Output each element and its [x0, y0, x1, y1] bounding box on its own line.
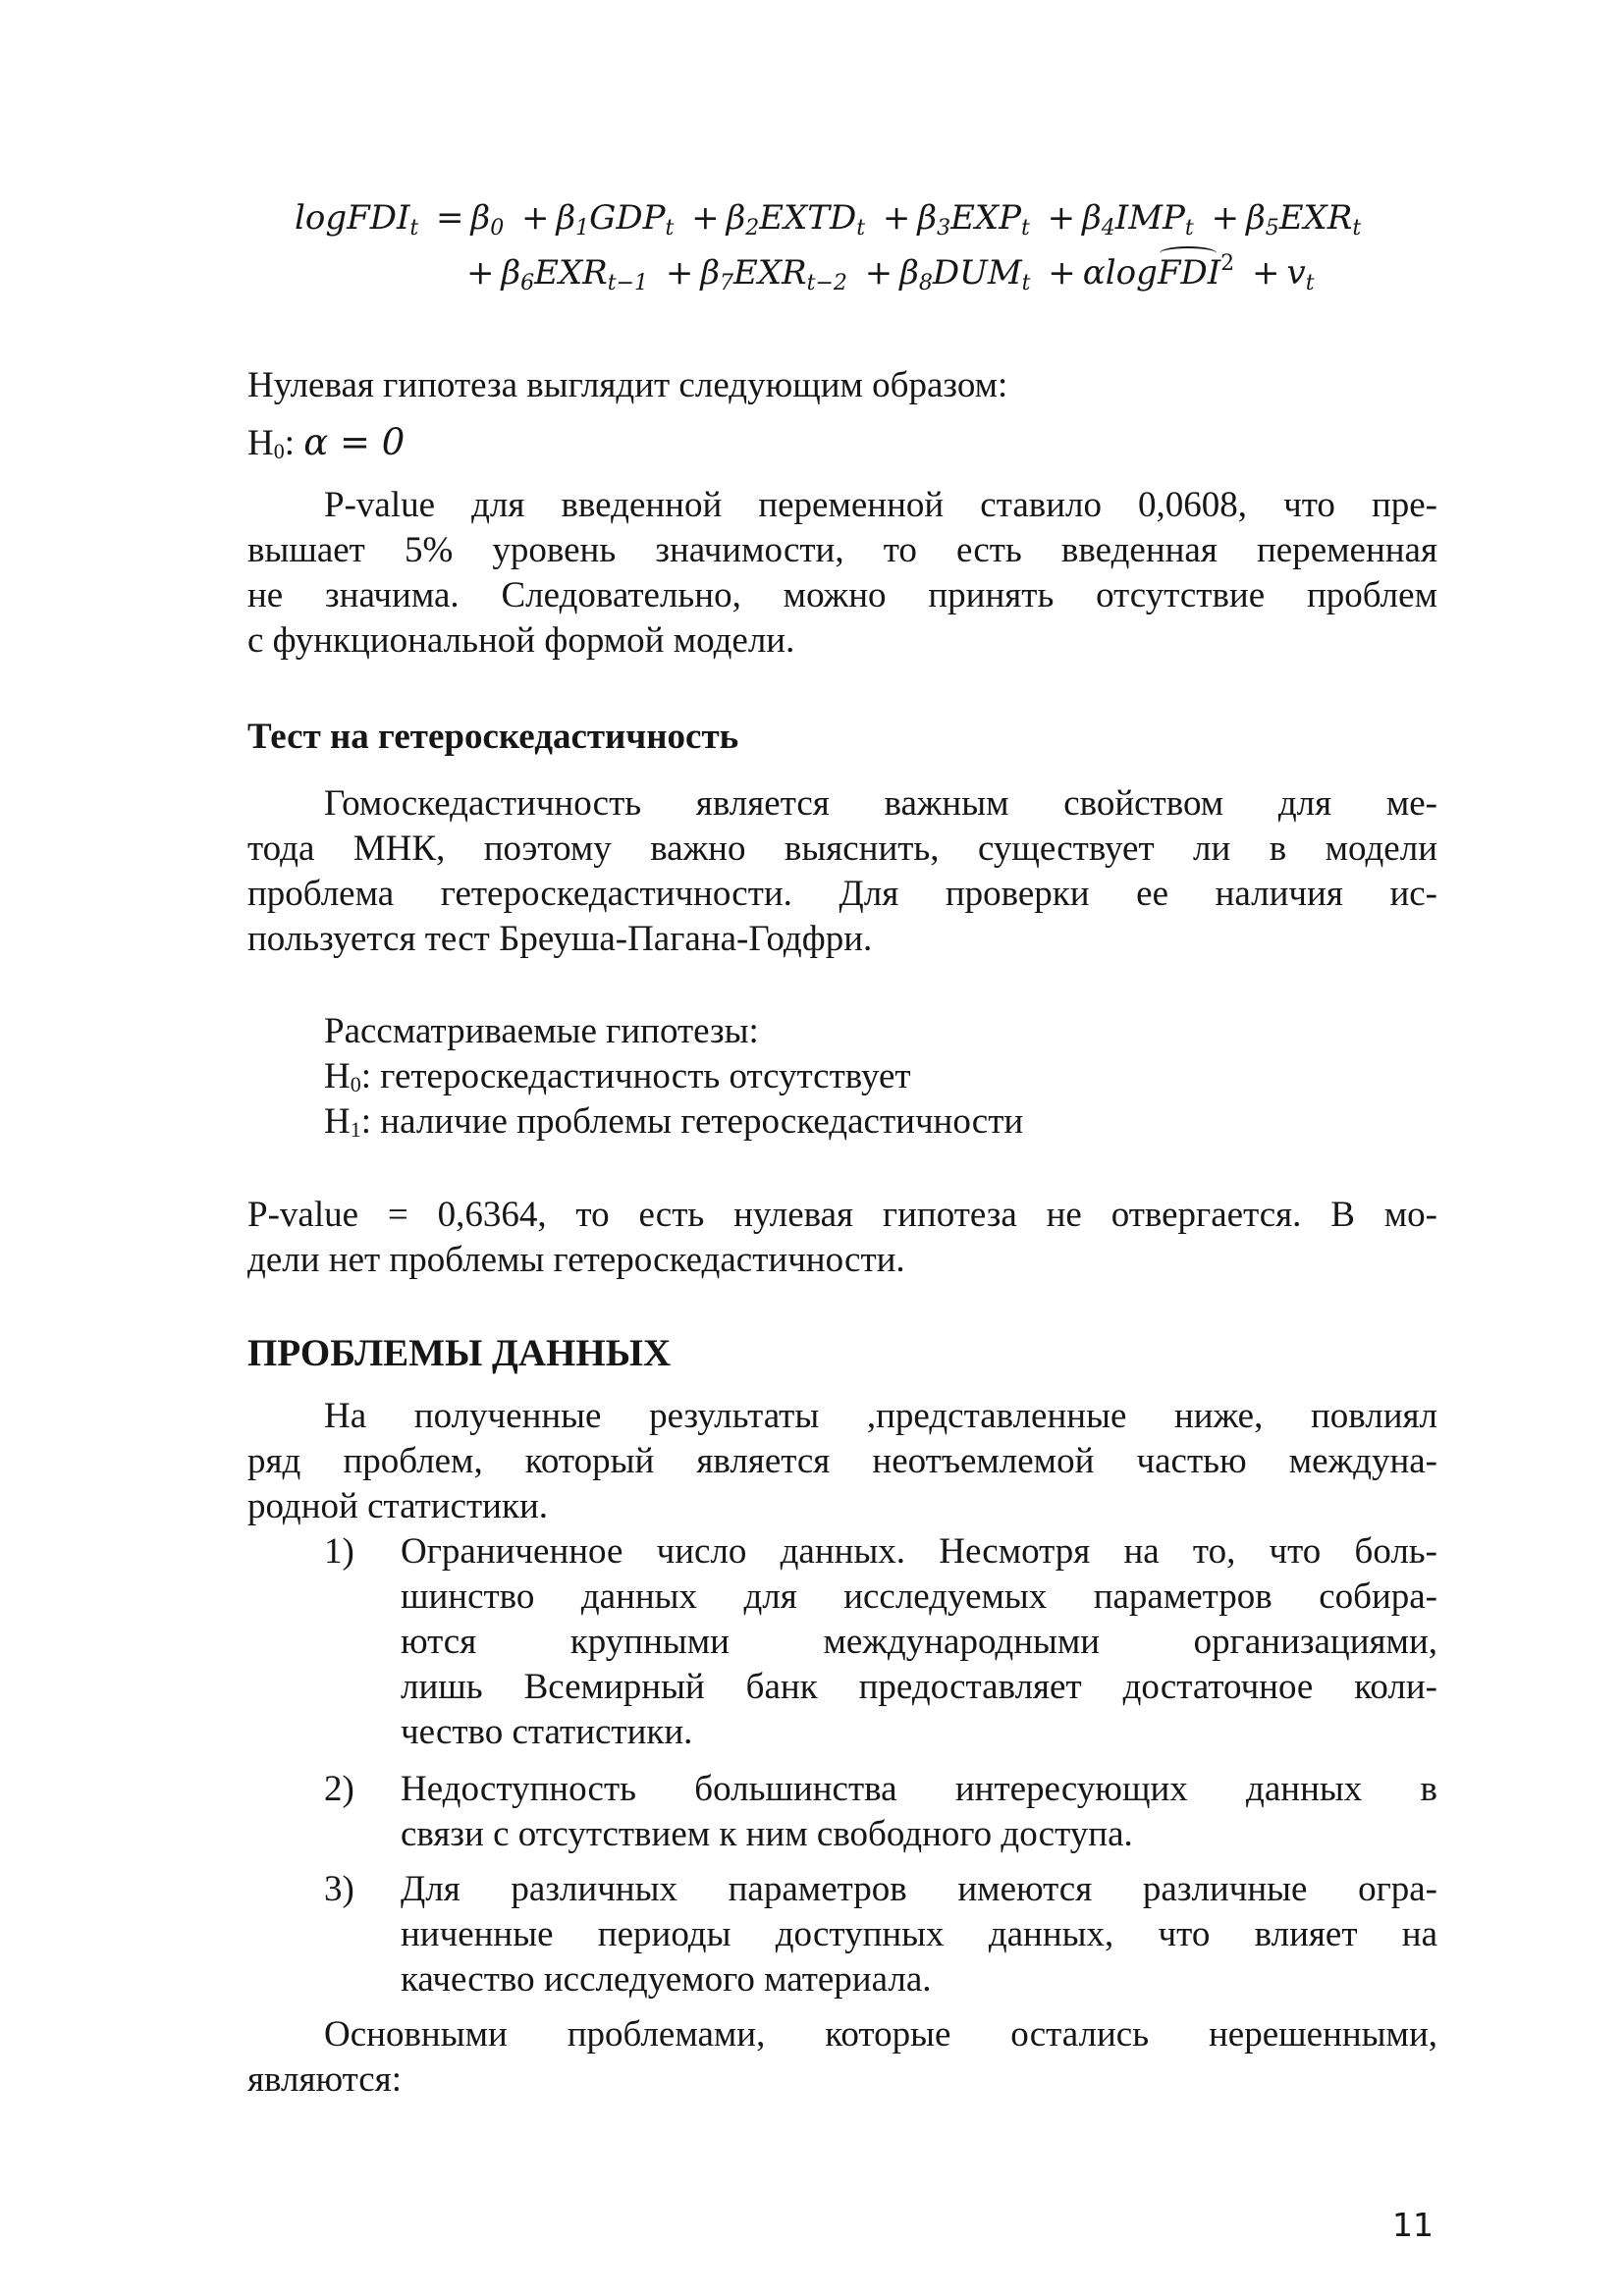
closing-paragraph	[247, 2012, 1437, 2103]
list-item-line: Ограниченное число данных. Несмотря на то, что боль-	[401, 1531, 1437, 1572]
reset-paragraph-line: вышает 5% уровень значимости, то есть введенная переменная	[247, 530, 1437, 570]
formula-var-dum: DUM	[932, 253, 1022, 293]
regression-formula-line-2: + $\beta_6EXR_{t-1} + \beta_7EXR_{t-2} + \beta_8DUM_t$ + αlogFDI$^2$ + $v_t$	[466, 251, 1315, 295]
reset-paragraph-line: с функциональной формой модели.	[247, 620, 795, 661]
data-paragraph-line: На полученные результаты ,представленные ниже, повлиял	[324, 1396, 1437, 1436]
hypothesis-h0: H0: гетероскедастичность отсутствует	[324, 1056, 911, 1096]
null-hypothesis-intro: Нулевая гипотеза выглядит следующим образом:	[247, 365, 1008, 405]
formula-var-exp: EXP	[950, 198, 1021, 238]
hetero-paragraph-line: пользуется тест Бреуша-Пагана-Годфри.	[247, 919, 873, 959]
list-item-line: Для различных параметров имеются различные огра-	[401, 1869, 1437, 1909]
hetero-paragraph-line: проблема гетероскедастичности. Для проверки ее наличия ис-	[247, 874, 1437, 914]
page-number: 11	[1392, 2206, 1434, 2244]
list-item-line: ниченные периоды доступных данных, что влияет на	[401, 1914, 1437, 1954]
formula-error-term: v	[1286, 253, 1306, 293]
list-item-line: связи с отсутствием к ним свободного доступа.	[401, 1814, 1133, 1854]
list-item	[401, 1867, 1437, 2002]
formula-var-exr-lag2: EXR	[733, 253, 807, 293]
formula-var-extd: EXTD	[759, 198, 857, 238]
h0-reset-line: H0: α = 0	[247, 421, 406, 463]
h0-reset-expression: α = 0	[303, 421, 406, 463]
list-item-line: Недоступность большинства интересующих данных в	[401, 1769, 1437, 1809]
data-problems-paragraph	[247, 1394, 1437, 1529]
list-item-line: лишь Всемирный банк предоставляет достаточное коли-	[401, 1667, 1437, 1707]
hetero-heading: Тест на гетероскедастичность	[247, 717, 739, 757]
hypotheses-intro: Рассматриваемые гипотезы:	[324, 1011, 759, 1051]
hetero-paragraph	[247, 781, 1437, 962]
data-problems-heading: ПРОБЛЕМЫ ДАННЫХ	[247, 1332, 672, 1374]
formula-lhs: logFDI$_t$	[295, 198, 419, 240]
formula-var-imp: IMP	[1114, 198, 1185, 238]
formula-equals: =	[436, 198, 464, 238]
list-item-line: чество статистики.	[401, 1712, 693, 1752]
hetero-paragraph-line: Гомоскедастичность является важным свойством для ме-	[324, 783, 1437, 824]
formula-var-exr-lag1: EXR	[534, 253, 608, 293]
closing-paragraph-line: Основными проблемами, которые остались нерешенными,	[324, 2014, 1437, 2055]
regression-formula-line-1: logFDI$_t$ = $\beta_0 + \beta_1GDP_t$ + $\beta_2EXTD_t + \beta_3EXP_t + \beta_4IMP_t + \beta_5EXR_t$	[295, 198, 1362, 240]
reset-paragraph	[247, 483, 1437, 664]
reset-paragraph-line: не значима. Следовательно, можно принять отсутствие проблем	[247, 575, 1437, 615]
data-paragraph-line: родной статистики.	[247, 1486, 549, 1526]
list-item-line: качество исследуемого материала.	[401, 1959, 932, 2000]
data-paragraph-line: ряд проблем, который является неотъемлемой частью междуна-	[247, 1441, 1437, 1481]
list-item-number: 2)	[324, 1769, 354, 1809]
pvalue-paragraph-line: дели нет проблемы гетероскедастичности.	[247, 1240, 905, 1280]
list-item	[401, 1529, 1437, 1755]
closing-paragraph-line: являются:	[247, 2059, 402, 2100]
list-item-number: 1)	[324, 1531, 354, 1572]
formula-var-gdp: GDP	[589, 198, 666, 238]
formula-fitted-fdi: FDI	[1157, 253, 1221, 293]
hypothesis-h1: H1: наличие проблемы гетероскедастичности	[324, 1101, 1024, 1142]
pvalue-paragraph-line: P-value = 0,6364, то есть нулевая гипотеза не отвергается. В мо-	[247, 1195, 1437, 1235]
list-item-line: шинство данных для исследуемых параметров собира-	[401, 1576, 1437, 1617]
list-item	[401, 1767, 1437, 1857]
formula-var-exr: EXR	[1278, 198, 1353, 238]
list-item-number: 3)	[324, 1869, 354, 1909]
formula-alpha-term: αlog	[1082, 253, 1158, 293]
pvalue-paragraph	[247, 1193, 1437, 1283]
formula-beta-0: β	[470, 198, 491, 238]
hetero-paragraph-line: тода МНК, поэтому важно выяснить, существует ли в модели	[247, 828, 1437, 869]
reset-paragraph-line: P-value для введенной переменной ставило 0,0608, что пре-	[324, 485, 1437, 525]
list-item-line: ются крупными международными организациями,	[401, 1622, 1437, 1662]
